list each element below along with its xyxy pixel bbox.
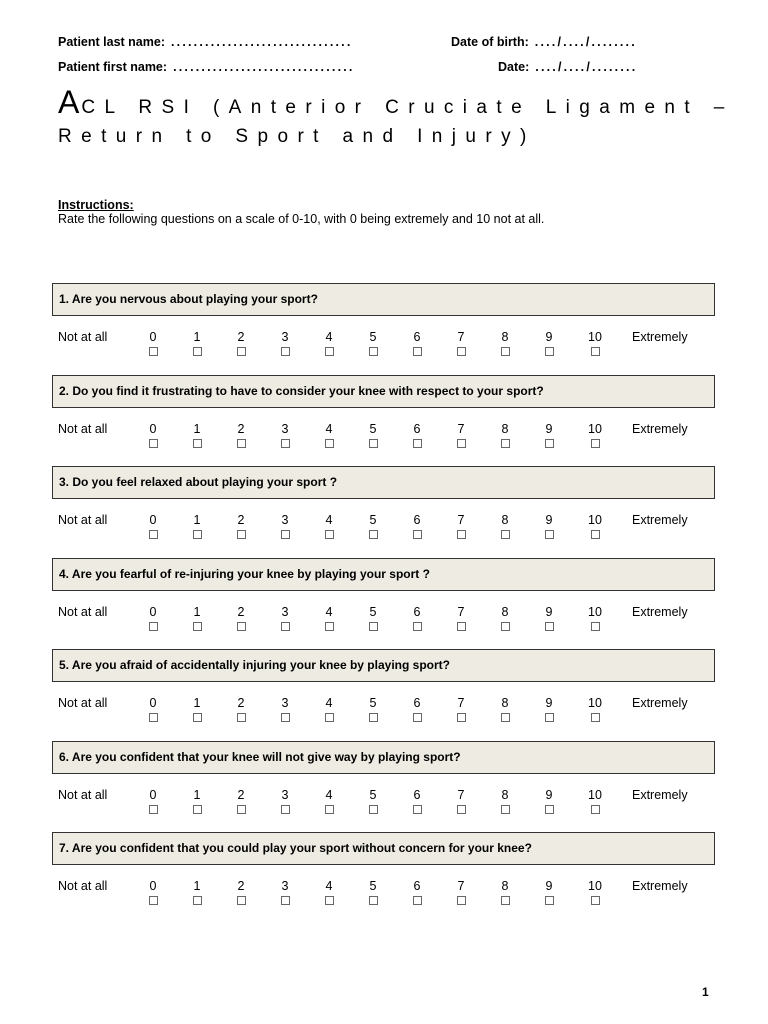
rating-option[interactable] <box>182 788 212 814</box>
rating-option[interactable] <box>402 788 432 814</box>
checkbox-icon[interactable] <box>591 530 600 539</box>
rating-option[interactable] <box>446 422 476 448</box>
scale-right-label: Extremely <box>632 696 688 710</box>
rating-option-number: 7 <box>457 513 465 527</box>
rating-option[interactable] <box>314 696 344 722</box>
rating-option[interactable] <box>358 879 388 905</box>
rating-option-number: 2 <box>237 879 245 893</box>
rating-option-number: 6 <box>413 330 421 344</box>
rating-option[interactable] <box>490 513 520 539</box>
rating-option[interactable] <box>446 788 476 814</box>
question-5: 5. Are you afraid of accidentally injuring your knee by playing sport? <box>52 649 715 682</box>
scale-left-label: Not at all <box>58 513 108 527</box>
question-4: 4. Are you fearful of re-injuring your knee by playing your sport ? <box>52 558 715 591</box>
rating-option[interactable] <box>358 788 388 814</box>
rating-option-number: 4 <box>325 879 333 893</box>
rating-option-number: 8 <box>501 421 509 436</box>
rating-scale-7 <box>0 879 768 909</box>
rating-option-number: 4 <box>325 330 333 344</box>
rating-option-number: 7 <box>457 421 465 436</box>
rating-option-number: 2 <box>237 787 245 802</box>
rating-option-number: 9 <box>545 330 553 344</box>
rating-option-number: 3 <box>281 604 289 619</box>
date-blank[interactable]: ..../..../........ <box>535 60 638 74</box>
checkbox-icon[interactable] <box>545 622 554 631</box>
checkbox-icon[interactable] <box>413 805 422 814</box>
rating-option[interactable] <box>490 422 520 448</box>
rating-option-number: 8 <box>501 879 509 893</box>
rating-option-number: 0 <box>149 330 157 344</box>
checkbox-icon[interactable] <box>281 530 290 539</box>
rating-option-number: 9 <box>545 513 553 527</box>
checkbox-icon[interactable] <box>545 439 554 448</box>
checkbox-icon[interactable] <box>501 805 510 814</box>
rating-option[interactable] <box>182 605 212 631</box>
rating-option-number: 0 <box>149 696 157 710</box>
rating-option-number: 10 <box>588 513 602 527</box>
scale-left-label: Not at all <box>58 421 108 436</box>
rating-option[interactable] <box>446 513 476 539</box>
checkbox-icon[interactable] <box>149 530 158 539</box>
checkbox-icon[interactable] <box>193 439 202 448</box>
rating-option-number: 4 <box>325 787 333 802</box>
rating-option-number: 7 <box>457 696 465 710</box>
rating-option[interactable] <box>270 788 300 814</box>
rating-option[interactable] <box>226 696 256 722</box>
rating-option[interactable] <box>534 330 564 356</box>
date-field[interactable] <box>498 60 637 74</box>
checkbox-icon[interactable] <box>281 713 290 722</box>
rating-option[interactable] <box>314 879 344 905</box>
rating-option[interactable] <box>182 879 212 905</box>
rating-scale-4 <box>0 605 768 635</box>
checkbox-icon[interactable] <box>413 713 422 722</box>
rating-option[interactable] <box>358 330 388 356</box>
checkbox-icon[interactable] <box>457 439 466 448</box>
rating-option-number: 0 <box>149 879 157 893</box>
checkbox-icon[interactable] <box>591 439 600 448</box>
rating-scale-2 <box>0 422 768 452</box>
rating-option-number: 10 <box>588 330 602 344</box>
scale-left-label: Not at all <box>58 696 108 710</box>
rating-option-number: 5 <box>369 696 377 710</box>
rating-option-number: 3 <box>281 513 289 527</box>
checkbox-icon[interactable] <box>413 896 422 905</box>
rating-option[interactable] <box>446 605 476 631</box>
rating-option-number: 4 <box>325 421 333 436</box>
rating-option-number: 9 <box>545 879 553 893</box>
rating-option-number: 7 <box>457 879 465 893</box>
checkbox-icon[interactable] <box>501 439 510 448</box>
rating-option[interactable] <box>580 605 610 631</box>
rating-option[interactable] <box>402 696 432 722</box>
rating-option[interactable] <box>402 879 432 905</box>
rating-option-number: 5 <box>369 879 377 893</box>
question-2: 2. Do you find it frustrating to have to consider your knee with respect to your sport? <box>52 375 715 408</box>
rating-option-number: 1 <box>193 696 201 710</box>
rating-option-number: 8 <box>501 604 509 619</box>
rating-option[interactable] <box>534 879 564 905</box>
checkbox-icon[interactable] <box>545 347 554 356</box>
rating-option[interactable] <box>490 788 520 814</box>
rating-option[interactable] <box>226 422 256 448</box>
scale-left-label: Not at all <box>58 330 108 344</box>
rating-scale-1 <box>0 330 768 360</box>
instructions-heading <box>58 198 134 212</box>
rating-option-number: 9 <box>545 787 553 802</box>
checkbox-icon[interactable] <box>237 896 246 905</box>
checkbox-icon[interactable] <box>369 439 378 448</box>
rating-option[interactable] <box>182 330 212 356</box>
rating-scale-6 <box>0 788 768 818</box>
rating-option-number: 1 <box>193 879 201 893</box>
checkbox-icon[interactable] <box>413 622 422 631</box>
checkbox-icon[interactable] <box>193 530 202 539</box>
title-rest: CL RSI (Anterior Cruciate Ligament – Return to Sport and Injury) <box>58 97 734 147</box>
rating-option-number: 7 <box>457 787 465 802</box>
scale-right-label: Extremely <box>632 879 688 893</box>
rating-option-number: 6 <box>413 787 421 802</box>
rating-option-number: 7 <box>457 330 465 344</box>
checkbox-icon[interactable] <box>591 622 600 631</box>
checkbox-icon[interactable] <box>281 439 290 448</box>
checkbox-icon[interactable] <box>193 805 202 814</box>
rating-option[interactable] <box>534 422 564 448</box>
checkbox-icon[interactable] <box>325 896 334 905</box>
checkbox-icon[interactable] <box>545 805 554 814</box>
checkbox-icon[interactable] <box>501 713 510 722</box>
date-of-birth-label: Date of birth: <box>451 35 529 49</box>
date-label: Date: <box>498 60 530 74</box>
rating-option[interactable] <box>182 422 212 448</box>
checkbox-icon[interactable] <box>281 347 290 356</box>
rating-option[interactable] <box>226 788 256 814</box>
rating-option[interactable] <box>270 605 300 631</box>
checkbox-icon[interactable] <box>591 713 600 722</box>
checkbox-icon[interactable] <box>325 622 334 631</box>
rating-option-number: 0 <box>149 421 157 436</box>
rating-option-number: 5 <box>369 330 377 344</box>
rating-option[interactable] <box>402 513 432 539</box>
rating-option[interactable] <box>402 330 432 356</box>
checkbox-icon[interactable] <box>237 713 246 722</box>
checkbox-icon[interactable] <box>501 530 510 539</box>
rating-option[interactable] <box>226 330 256 356</box>
rating-option[interactable] <box>358 605 388 631</box>
question-7: 7. Are you confident that you could play your sport without concern for your knee? <box>52 832 715 865</box>
rating-option-number: 2 <box>237 421 245 436</box>
patient-first-name-blank[interactable]: ................................ <box>173 60 355 74</box>
rating-option-number: 3 <box>281 879 289 893</box>
rating-option[interactable] <box>138 330 168 356</box>
instructions-heading-text: Instructions <box>58 198 130 212</box>
rating-option[interactable] <box>534 513 564 539</box>
rating-option[interactable] <box>358 513 388 539</box>
rating-option[interactable] <box>138 605 168 631</box>
rating-option[interactable] <box>580 696 610 722</box>
rating-option[interactable] <box>226 879 256 905</box>
checkbox-icon[interactable] <box>149 347 158 356</box>
checkbox-icon[interactable] <box>457 530 466 539</box>
checkbox-icon[interactable] <box>369 530 378 539</box>
checkbox-icon[interactable] <box>325 347 334 356</box>
rating-option[interactable] <box>270 422 300 448</box>
rating-option-number: 3 <box>281 696 289 710</box>
rating-option-number: 4 <box>325 604 333 619</box>
title-initial: A <box>58 84 82 120</box>
rating-option-number: 1 <box>193 330 201 344</box>
rating-option[interactable] <box>534 605 564 631</box>
checkbox-icon[interactable] <box>369 896 378 905</box>
rating-option[interactable] <box>314 605 344 631</box>
checkbox-icon[interactable] <box>501 347 510 356</box>
rating-option-number: 10 <box>588 787 602 802</box>
rating-option-number: 1 <box>193 604 201 619</box>
date-of-birth-blank[interactable]: ..../..../........ <box>534 35 637 49</box>
rating-option-number: 8 <box>501 696 509 710</box>
rating-option-number: 9 <box>545 696 553 710</box>
rating-option-number: 9 <box>545 421 553 436</box>
checkbox-icon[interactable] <box>325 805 334 814</box>
rating-option[interactable] <box>270 330 300 356</box>
rating-option-number: 8 <box>501 513 509 527</box>
checkbox-icon[interactable] <box>237 530 246 539</box>
rating-option-number: 6 <box>413 513 421 527</box>
scale-right-label: Extremely <box>632 513 688 527</box>
rating-option[interactable] <box>182 513 212 539</box>
checkbox-icon[interactable] <box>193 622 202 631</box>
rating-option[interactable] <box>138 422 168 448</box>
patient-first-name-label: Patient first name: <box>58 60 168 74</box>
checkbox-icon[interactable] <box>281 622 290 631</box>
rating-option-number: 0 <box>149 787 157 802</box>
checkbox-icon[interactable] <box>501 622 510 631</box>
rating-option-number: 5 <box>369 421 377 436</box>
checkbox-icon[interactable] <box>591 347 600 356</box>
checkbox-icon[interactable] <box>193 347 202 356</box>
rating-option-number: 2 <box>237 513 245 527</box>
rating-option[interactable] <box>358 422 388 448</box>
rating-option-number: 10 <box>588 696 602 710</box>
rating-option-number: 5 <box>369 513 377 527</box>
checkbox-icon[interactable] <box>369 713 378 722</box>
checkbox-icon[interactable] <box>325 530 334 539</box>
checkbox-icon[interactable] <box>149 896 158 905</box>
checkbox-icon[interactable] <box>237 805 246 814</box>
rating-option[interactable] <box>490 605 520 631</box>
checkbox-icon[interactable] <box>325 439 334 448</box>
rating-option[interactable] <box>182 696 212 722</box>
rating-option-number: 6 <box>413 421 421 436</box>
checkbox-icon[interactable] <box>457 805 466 814</box>
rating-option-number: 3 <box>281 421 289 436</box>
checkbox-icon[interactable] <box>591 896 600 905</box>
rating-option-number: 0 <box>149 513 157 527</box>
rating-option[interactable] <box>314 422 344 448</box>
rating-option-number: 1 <box>193 421 201 436</box>
patient-first-name-field[interactable] <box>58 60 355 74</box>
checkbox-icon[interactable] <box>281 805 290 814</box>
checkbox-icon[interactable] <box>457 622 466 631</box>
checkbox-icon[interactable] <box>413 347 422 356</box>
rating-option-number: 3 <box>281 787 289 802</box>
checkbox-icon[interactable] <box>501 896 510 905</box>
checkbox-icon[interactable] <box>545 896 554 905</box>
checkbox-icon[interactable] <box>457 347 466 356</box>
rating-option-number: 4 <box>325 513 333 527</box>
patient-last-name-label: Patient last name: <box>58 35 165 49</box>
rating-option-number: 3 <box>281 330 289 344</box>
rating-option[interactable] <box>226 605 256 631</box>
rating-option-number: 2 <box>237 604 245 619</box>
rating-option[interactable] <box>314 330 344 356</box>
checkbox-icon[interactable] <box>545 530 554 539</box>
checkbox-icon[interactable] <box>237 622 246 631</box>
rating-scale-3 <box>0 513 768 543</box>
rating-option-number: 1 <box>193 787 201 802</box>
rating-option-number: 0 <box>149 604 157 619</box>
rating-option[interactable] <box>226 513 256 539</box>
checkbox-icon[interactable] <box>369 347 378 356</box>
rating-option-number: 6 <box>413 879 421 893</box>
rating-option[interactable] <box>580 788 610 814</box>
checkbox-icon[interactable] <box>149 713 158 722</box>
patient-last-name-field[interactable] <box>58 35 353 49</box>
rating-option-number: 2 <box>237 696 245 710</box>
checkbox-icon[interactable] <box>457 896 466 905</box>
patient-last-name-blank[interactable]: ................................ <box>170 35 353 49</box>
rating-option[interactable] <box>270 696 300 722</box>
rating-option[interactable] <box>138 513 168 539</box>
rating-option[interactable] <box>580 422 610 448</box>
question-3: 3. Do you feel relaxed about playing your sport ? <box>52 466 715 499</box>
rating-option[interactable] <box>580 879 610 905</box>
rating-option-number: 5 <box>369 787 377 802</box>
rating-option-number: 6 <box>413 604 421 619</box>
checkbox-icon[interactable] <box>325 713 334 722</box>
rating-option[interactable] <box>138 879 168 905</box>
scale-right-label: Extremely <box>632 421 688 436</box>
scale-right-label: Extremely <box>632 604 688 619</box>
checkbox-icon[interactable] <box>193 896 202 905</box>
rating-option-number: 9 <box>545 604 553 619</box>
rating-option[interactable] <box>446 879 476 905</box>
instructions-heading-colon: : <box>129 198 134 212</box>
rating-option[interactable] <box>138 696 168 722</box>
rating-option-number: 7 <box>457 604 465 619</box>
rating-option[interactable] <box>402 422 432 448</box>
checkbox-icon[interactable] <box>413 530 422 539</box>
rating-option-number: 10 <box>588 421 602 436</box>
checkbox-icon[interactable] <box>281 896 290 905</box>
rating-option[interactable] <box>490 696 520 722</box>
checkbox-icon[interactable] <box>149 439 158 448</box>
rating-option[interactable] <box>138 788 168 814</box>
checkbox-icon[interactable] <box>413 439 422 448</box>
page-title <box>58 84 738 151</box>
rating-option[interactable] <box>446 330 476 356</box>
rating-option[interactable] <box>446 696 476 722</box>
checkbox-icon[interactable] <box>369 622 378 631</box>
rating-option-number: 4 <box>325 696 333 710</box>
rating-option[interactable] <box>270 879 300 905</box>
rating-option[interactable] <box>314 788 344 814</box>
checkbox-icon[interactable] <box>457 713 466 722</box>
checkbox-icon[interactable] <box>369 805 378 814</box>
instructions-text: Rate the following questions on a scale of 0-10, with 0 being extremely and 10 not at all. <box>58 212 545 226</box>
rating-option[interactable] <box>580 513 610 539</box>
rating-option[interactable] <box>534 788 564 814</box>
page-number: 1 <box>702 985 709 999</box>
scale-right-label: Extremely <box>632 330 688 344</box>
checkbox-icon[interactable] <box>237 439 246 448</box>
rating-option-number: 2 <box>237 330 245 344</box>
rating-option-number: 10 <box>588 604 602 619</box>
checkbox-icon[interactable] <box>591 805 600 814</box>
question-6: 6. Are you confident that your knee will not give way by playing sport? <box>52 741 715 774</box>
rating-option[interactable] <box>580 330 610 356</box>
checkbox-icon[interactable] <box>149 622 158 631</box>
scale-left-label: Not at all <box>58 879 108 893</box>
rating-option[interactable] <box>358 696 388 722</box>
checkbox-icon[interactable] <box>237 347 246 356</box>
rating-option-number: 1 <box>193 513 201 527</box>
scale-left-label: Not at all <box>58 604 108 619</box>
rating-option[interactable] <box>490 330 520 356</box>
checkbox-icon[interactable] <box>193 713 202 722</box>
checkbox-icon[interactable] <box>149 805 158 814</box>
scale-right-label: Extremely <box>632 787 688 802</box>
rating-option-number: 8 <box>501 330 509 344</box>
checkbox-icon[interactable] <box>545 713 554 722</box>
rating-scale-5 <box>0 696 768 726</box>
scale-left-label: Not at all <box>58 787 108 802</box>
rating-option[interactable] <box>490 879 520 905</box>
rating-option[interactable] <box>402 605 432 631</box>
rating-option[interactable] <box>314 513 344 539</box>
rating-option[interactable] <box>270 513 300 539</box>
rating-option[interactable] <box>534 696 564 722</box>
rating-option-number: 6 <box>413 696 421 710</box>
rating-option-number: 10 <box>588 879 602 893</box>
date-of-birth-field[interactable] <box>451 35 637 49</box>
rating-option-number: 8 <box>501 787 509 802</box>
rating-option-number: 5 <box>369 604 377 619</box>
question-1: 1. Are you nervous about playing your sport? <box>52 283 715 316</box>
